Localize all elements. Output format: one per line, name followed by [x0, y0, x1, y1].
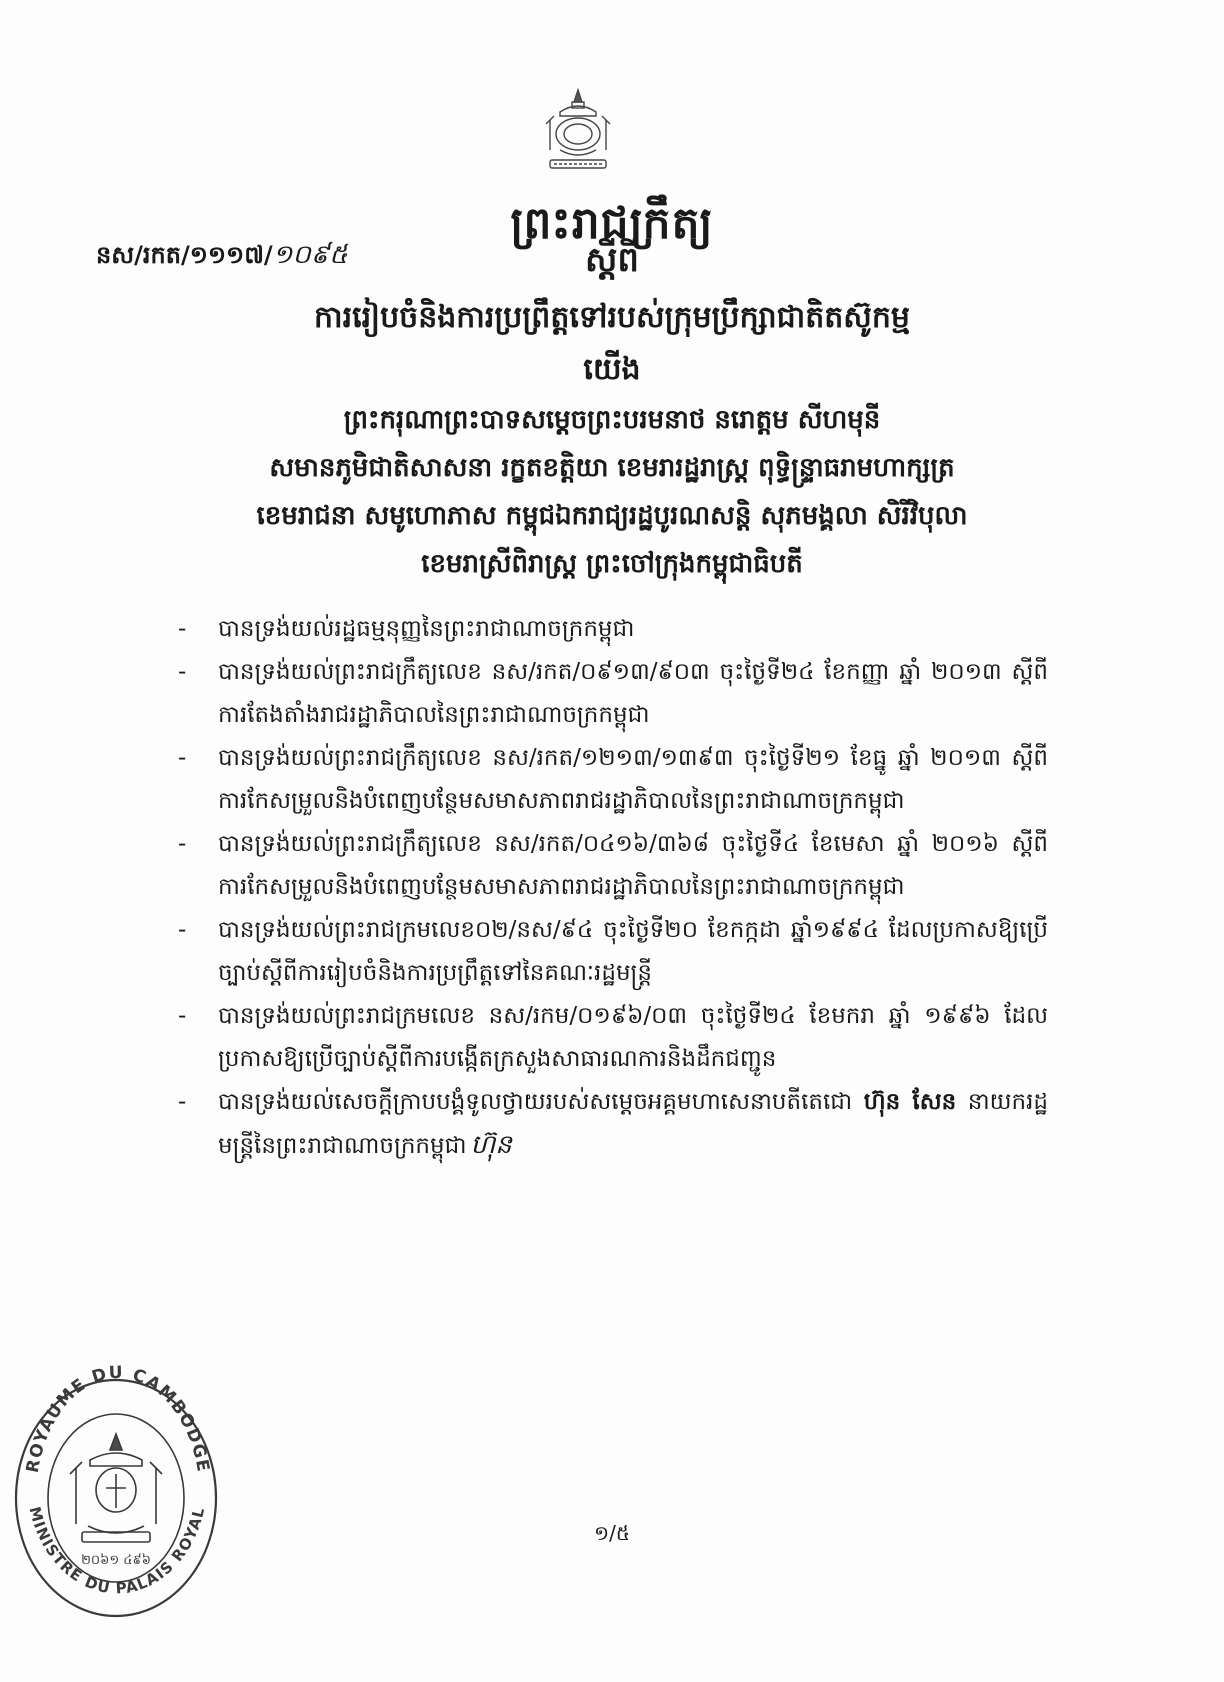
list-dash: -	[178, 745, 187, 771]
page-number: ១/៥	[593, 1521, 631, 1545]
list-dash: -	[178, 1003, 187, 1029]
preamble-item	[178, 995, 1048, 1081]
preamble-text: បានទ្រង់យល់ព្រះរាជក្រឹត្យលេខ នស/រកត/១២១៣/១៣៩៣ ចុះថ្ងៃទី២១ ខែធ្នូ ឆ្នាំ ២០១៣ ស្តីពីការកែសម្រួលនិងបំពេញបន្ថែមសមាសភាពរាជរដ្ឋាភិបាលនៃព្រះរាជាណាចក្រកម្ពុជា	[218, 745, 1048, 814]
svg-text:ROYAUME DU CAMBODGE: ROYAUME DU CAMBODGE	[22, 1362, 214, 1475]
list-dash: -	[178, 917, 187, 943]
document-subject: ការរៀបចំនិងការប្រព្រឹត្តទៅរបស់ក្រុមប្រឹក្សាជាតិតស៊ូកម្ម	[314, 300, 910, 335]
handwritten-initials: ហ៊ុន	[470, 1130, 512, 1160]
preamble-item	[178, 1081, 1048, 1168]
document-title: ព្រះរាជក្រឹត្យ	[510, 198, 714, 249]
seal-number-text: ២០៦១ ៤៩៦	[81, 1553, 151, 1568]
list-dash: -	[178, 1089, 187, 1115]
list-dash: -	[178, 831, 187, 857]
preamble-text: បានទ្រង់យល់ព្រះរាជក្រមលេខ នស/រកម/០១៩៦/០៣ ចុះថ្ងៃទី២៤ ខែមករា ឆ្នាំ ១៩៩៦ ដែលប្រកាសឱ្យប្រើច្បាប់ស្តីពីការបង្កើតក្រសួងសាធារណការនិងដឹកជញ្ជូន	[218, 1003, 1048, 1072]
preamble-text-after: នាយករដ្ឋមន្ត្រីនៃព្រះរាជាណាចក្រកម្ពុជា	[218, 1089, 1049, 1159]
reference-number-printed: នស/រកត/១១១៧/	[96, 241, 273, 269]
preamble-list	[178, 608, 1048, 1168]
svg-text:MINISTRE DU PALAIS ROYAL: MINISTRE DU PALAIS ROYAL	[25, 1504, 209, 1598]
about-label: ស្តីពី	[585, 240, 639, 280]
preamble-text: បានទ្រង់យល់រដ្ឋធម្មនុញ្ញនៃព្រះរាជាណាចក្រកម្ពុជា	[218, 616, 635, 642]
preamble-item	[178, 608, 1048, 651]
royal-palace-seal-icon	[6, 1328, 220, 1618]
list-dash: -	[178, 659, 187, 685]
preamble-text: បានទ្រង់យល់ព្រះរាជក្រឹត្យលេខ នស/រកត/០៩១៣/៩០៣ ចុះថ្ងៃទី២៤ ខែកញ្ញា ឆ្នាំ ២០១៣ ស្តីពីការតែងតាំងរាជរដ្ឋាភិបាលនៃព្រះរាជាណាចក្រកម្ពុជា	[218, 659, 1048, 728]
king-title-line: សមានភូមិជាតិសាសនា រក្ខតខត្តិយា ខេមរារដ្ឋរាស្ត្រ ពុទ្ធិន្ទ្រាធរាមហាក្សត្រ	[269, 453, 955, 483]
list-dash: -	[178, 616, 187, 642]
king-title-line: ព្រះករុណាព្រះបាទសម្តេចព្រះបរមនាថ នរោត្តម សីហមុនី	[343, 405, 881, 435]
preamble-text: បានទ្រង់យល់សេចក្តីក្រាបបង្គំទូលថ្វាយរបស់សម្តេចអគ្គមហាសេនាបតីតេជោ	[218, 1089, 853, 1115]
preamble-item	[178, 909, 1048, 995]
king-title-line: ខេមរាស្រីពិរាស្ត្រ ព្រះចៅក្រុងកម្ពុជាធិបតី	[421, 549, 803, 579]
prime-minister-name: ហ៊ុន សែន	[863, 1089, 957, 1115]
preamble-item	[178, 737, 1048, 823]
king-title-line: ខេមរាជនា សមូហោភាស កម្ពុជឯករាជ្យរដ្ឋបូរណសន្តិ សុភមង្គលា សិរីវិបុលា	[256, 501, 968, 531]
royal-emblem-icon	[530, 86, 626, 178]
preamble-item	[178, 651, 1048, 737]
preamble-item	[178, 823, 1048, 909]
reference-number-handwritten: ១០៩៥	[272, 240, 348, 270]
preamble-text: បានទ្រង់យល់ព្រះរាជក្រឹត្យលេខ នស/រកត/០៤១៦/៣៦៨ ចុះថ្ងៃទី៤ ខែមេសា ឆ្នាំ ២០១៦ ស្តីពីការកែសម្រួលនិងបំពេញបន្ថែមសមាសភាពរាជរដ្ឋាភិបាលនៃព្រះរាជាណាចក្រកម្ពុជា	[218, 831, 1048, 900]
preamble-text: បានទ្រង់យល់ព្រះរាជក្រមលេខ០២/នស/៩៤ ចុះថ្ងៃទី២០ ខែកក្កដា ឆ្នាំ១៩៩៤ ដែលប្រកាសឱ្យប្រើច្បាប់ស្តីពីការរៀបចំនិងការប្រព្រឹត្តទៅនៃគណៈរដ្ឋមន្ត្រី	[218, 917, 1048, 986]
king-titles	[0, 396, 1224, 588]
we-label: យើង	[583, 352, 641, 387]
